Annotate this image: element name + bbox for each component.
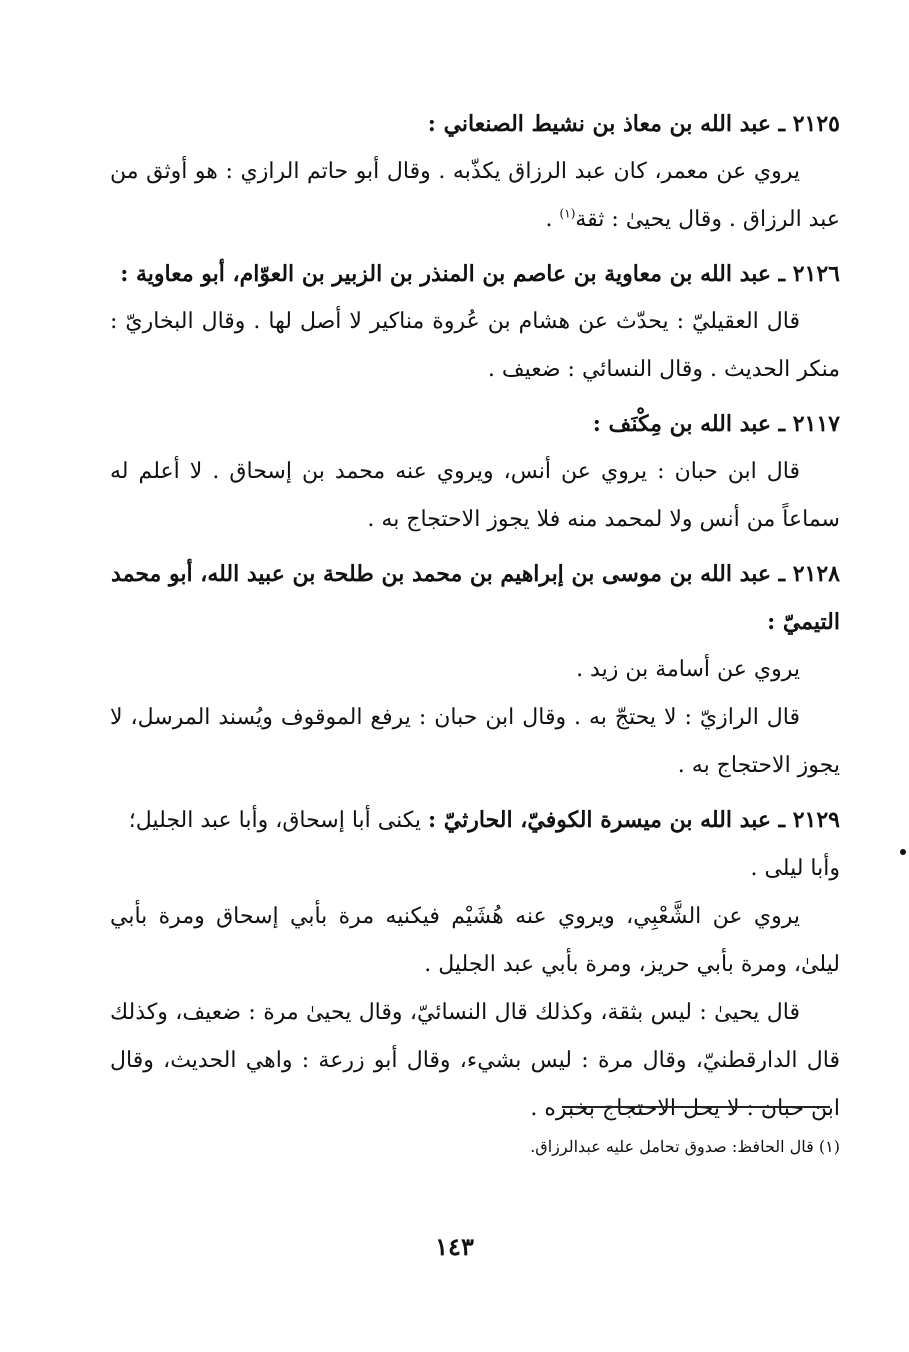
entry-heading: ٢١٢٥ ـ عبد الله بن معاذ بن نشيط الصنعاني : — [427, 111, 840, 137]
entry-heading: ٢١١٧ ـ عبد الله بن مِكْنَف : — [592, 411, 840, 437]
entry-paragraph: يروي عن أسامة بن زيد . — [576, 657, 800, 682]
entry-paragraph — [110, 148, 840, 244]
entry-paragraph: يروي عن الشَّعْبِي، ويروي عنه هُشَيْم فيكنيه مرة بأبي إسحاق ومرة بأبي ليلىٰ، ومرة بأبي حريز، ومرة بأبي عبد الجليل . — [110, 904, 840, 977]
entry-2125 — [110, 100, 840, 244]
entry-2129 — [110, 796, 840, 1133]
entry-2117 — [110, 400, 840, 544]
entry-2126 — [110, 250, 840, 394]
entry-paragraph: قال ابن حبان : يروي عن أنس، ويروي عنه محمد بن إسحاق . لا أعلم له سماعاً من أنس ولا لمحمد منه فلا يجوز الاحتجاج به . — [110, 459, 840, 532]
margin-dot — [900, 849, 906, 855]
paragraph-end: . — [545, 207, 560, 232]
page-number: ١٤٣ — [435, 1232, 474, 1261]
footnote-mark[interactable]: (١) — [559, 206, 576, 221]
footnote-divider — [562, 1106, 830, 1108]
entry-heading: ٢١٢٩ ـ عبد الله بن ميسرة الكوفيّ، الحارثيّ : — [428, 807, 840, 833]
footnote: (١) قال الحافظ: صدوق تحامل عليه عبدالرزاق. — [530, 1137, 840, 1156]
entry-2128 — [110, 550, 840, 790]
entry-paragraph: قال الرازيّ : لا يحتجّ به . وقال ابن حبان : يرفع الموقوف ويُسند المرسل، لا يجوز الاحتجاج به . — [110, 705, 840, 778]
entry-paragraph: قال يحيىٰ : ليس بثقة، وكذلك قال النسائيّ، وقال يحيىٰ مرة : ضعيف، وكذلك قال الدارقطنيّ، وقال مرة : ليس بشيء، وقال أبو زرعة : واهي الحديث، وقال ابن حبان : لا يحل الاحتجاج بخبره . — [110, 1000, 840, 1121]
entry-heading-line — [110, 796, 840, 893]
entry-heading-tail: يكنى أبا إسحاق، وأبا عبد الجليل؛ وأبا ليلى . — [128, 808, 840, 881]
entry-paragraph: قال العقيليّ : يحدّث عن هشام بن عُروة مناكير لا أصل لها . وقال البخاريّ : منكر الحديث . وقال النسائي : ضعيف . — [110, 309, 840, 382]
paragraph-text: يروي عن معمر، كان عبد الرزاق يكذّبه . وقال أبو حاتم الرازي : هو أوثق من عبد الرزاق . وقال يحيىٰ : ثقة — [110, 159, 840, 232]
entry-heading: ٢١٢٦ ـ عبد الله بن معاوية بن عاصم بن المنذر بن الزبير بن العوّام، أبو معاوية : — [120, 261, 840, 287]
page-body — [110, 100, 840, 1133]
entry-heading: ٢١٢٨ ـ عبد الله بن موسى بن إبراهيم بن محمد بن طلحة بن عبيد الله، أبو محمد التيميّ : — [111, 561, 840, 635]
